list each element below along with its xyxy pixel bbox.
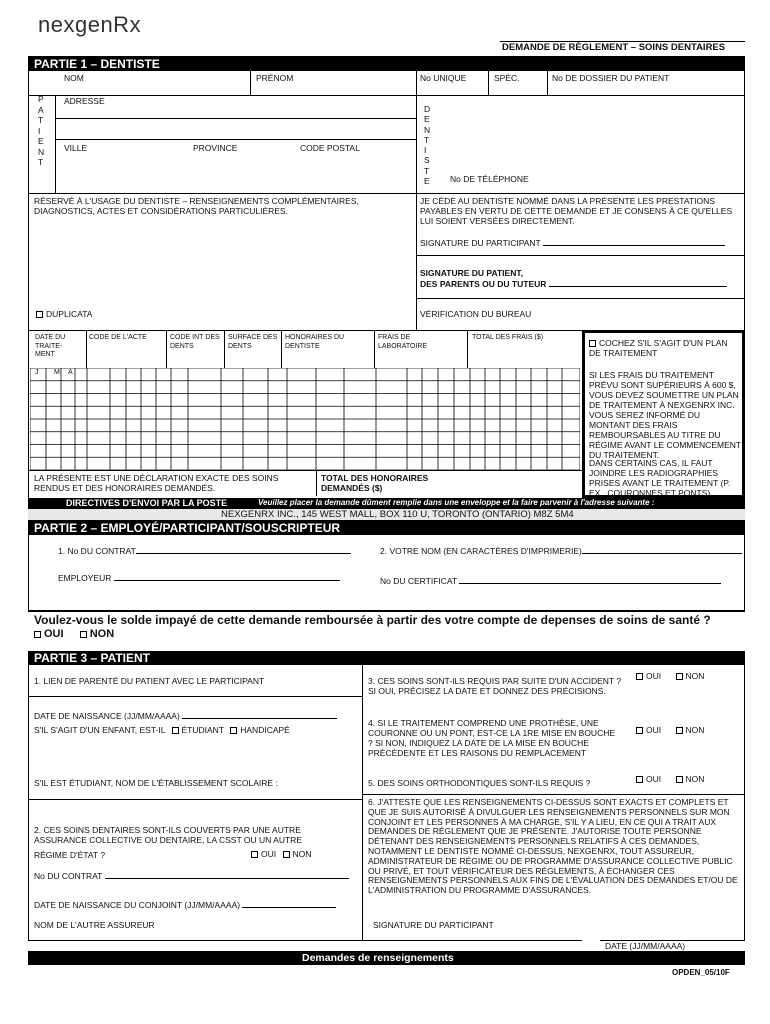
form-title: DEMANDE DE RÈGLEMENT – SOINS DENTAIRES xyxy=(502,42,726,53)
date-label: DATE (JJ/MM/AAAA) xyxy=(605,941,686,951)
part3-title-bar xyxy=(28,651,745,665)
q3-accident: 3. CES SOINS SONT-ILS REQUIS PAR SUITE D'UN ACCIDENT ? SI OUI, PRÉCISEZ LA DATE ET DONNEZ DES PRÉCISIONS. xyxy=(368,676,622,696)
mailing-address: NEXGENRX INC., 145 WEST MALL, BOX 110 U, TORONTO (ONTARIO) M8Z 5M4 xyxy=(221,509,574,520)
declaration-text: LA PRÉSENTE EST UNE DÉCLARATION EXACTE DES SOINS RENDUS ET DES HONORAIRES DEMANDÉS. xyxy=(34,473,279,493)
q4-oui-box-icon[interactable] xyxy=(636,727,643,734)
plan-box-icon[interactable] xyxy=(589,340,596,347)
duplicata-checkbox[interactable]: DUPLICATA xyxy=(36,309,92,319)
signature-patient-label-2: DES PARENTS OU DU TUTEUR xyxy=(420,278,727,289)
regime-line: RÉGIME D'ÉTAT ? xyxy=(34,850,106,860)
plan-checkbox[interactable]: COCHEZ S'IL S'AGIT D'UN PLAN DE TRAITEMENT xyxy=(589,338,728,358)
col-date-header: DATE DU TRAITE-MENT xyxy=(35,334,66,358)
hsa-question: Voulez-vous le solde impayé de cette demande remboursée à partir des votre compte de depenses de soins de santé ? xyxy=(34,613,711,627)
logo xyxy=(38,12,141,38)
handicape-box-icon[interactable] xyxy=(230,727,237,734)
no-contrat-field[interactable]: No DU CONTRAT xyxy=(34,870,349,881)
q4-options[interactable]: OUI NON xyxy=(636,725,704,735)
col-frais-lab-header: FRAIS DE LABORATOIRE xyxy=(378,334,428,350)
date-naissance-field[interactable]: DATE DE NAISSANCE (JJ/MM/AAAA) xyxy=(34,710,337,721)
nom-label: NOM xyxy=(64,73,84,83)
part1-title: PARTIE 1 – DENTISTE xyxy=(34,57,160,71)
spec-label: SPÉC. xyxy=(494,73,520,83)
signature-participant-part3: SIGNATURE DU PARTICIPANT xyxy=(373,920,494,930)
col-surface-header: SURFACE DES DENTS xyxy=(228,334,278,350)
part1-title-bar xyxy=(28,56,745,71)
footer-bar xyxy=(28,951,745,965)
total-honoraires-label-1: TOTAL DES HONORAIRES xyxy=(321,473,429,483)
col-total-header: TOTAL DES FRAIS ($) xyxy=(472,334,544,341)
part2-title: PARTIE 2 – EMPLOYÉ/PARTICIPANT/SOUSCRIPTEUR xyxy=(34,521,341,535)
autre-assureur-label: NOM DE L'AUTRE ASSUREUR xyxy=(34,920,155,930)
enfant-line: S'IL S'AGIT D'UN ENFANT, EST-IL ÉTUDIANT HANDICAPÉ xyxy=(34,725,290,735)
ville-label: VILLE xyxy=(64,143,88,153)
day-label: J xyxy=(35,369,39,376)
q5-orthodontie: 5. DES SOINS ORTHODONTIQUES SONT-ILS REQUIS ? xyxy=(368,778,591,788)
directives-bar xyxy=(28,498,745,509)
q4-prothese: 4. SI LE TRAITEMENT COMPREND UNE PROTHÈSE, UNE COURONNE OU UN PONT, EST-CE LA 1RE MISE EN BOUCHE ? SI NON, INDIQUEZ LA DATE DE LA MISE EN BOUCHE PRÉCÉDENTE ET LES RAISONS DU REMPLACEMENT xyxy=(368,718,616,758)
telephone-label: No DE TÉLÉPHONE xyxy=(450,174,529,184)
no-dossier-label: No DE DOSSIER DU PATIENT xyxy=(552,73,670,83)
col-code-int-header: CODE INT DES DENTS xyxy=(170,334,220,350)
q2-options[interactable]: OUI NON xyxy=(251,849,311,859)
q5-oui-box-icon[interactable] xyxy=(636,776,643,783)
patient-vertical-label: PATIENT xyxy=(38,94,45,167)
hsa-options[interactable]: OUI NON xyxy=(34,628,114,641)
cede-text: JE CÈDE AU DENTISTE NOMMÉ DANS LA PRÉSENTE LES PRESTATIONS PAYABLES EN VERTU DE CETTE DEMANDE ET JE CONSENS À CE QU'ELLES LUI SOIENT VERSÉES DIRECTEMENT. xyxy=(420,196,733,226)
hsa-oui-box-icon[interactable] xyxy=(34,631,41,638)
part3-title: PARTIE 3 – PATIENT xyxy=(34,651,151,665)
total-honoraires-label-2: DEMANDÉS ($) xyxy=(321,483,383,493)
footer-bar-text: Demandes de renseignements xyxy=(302,952,454,964)
q2-non-box-icon[interactable] xyxy=(283,851,290,858)
q2-oui-box-icon[interactable] xyxy=(251,851,258,858)
etablissement-label: S'IL EST ÉTUDIANT, NOM DE L'ÉTABLISSEMENT SCOLAIRE : xyxy=(34,778,278,788)
prenom-label: PRÉNOM xyxy=(256,73,294,83)
employeur-field[interactable]: EMPLOYEUR xyxy=(58,572,340,583)
dentiste-vertical-label: DENTISTE xyxy=(424,104,431,187)
plan-text-2: DANS CERTAINS CAS, IL FAUT JOINDRE LES RADIOGRAPHIES PRISES AVANT LE TRAITEMENT (P. EX., COURONNES ET PONTS). xyxy=(589,458,731,498)
q2-autre-assurance: 2. CES SOINS DENTAIRES SONT-ILS COUVERTS PAR UNE AUTRE ASSURANCE COLLECTIVE OU DENTAIRE, LA CSST OU UN AUTRE xyxy=(34,825,302,845)
reserve-text: RÉSERVÉ À L'USAGE DU DENTISTE – RENSEIGNEMENTS COMPLÉMENTAIRES, DIAGNOSTICS, ACTES ET CONSIDÉRATIONS PARTICULIÈRES. xyxy=(34,196,359,216)
q3-non-box-icon[interactable] xyxy=(676,673,683,680)
contrat-field[interactable]: 1. No DU CONTRAT xyxy=(58,545,351,556)
col-code-acte-header: CODE DE L'ACTE xyxy=(89,334,147,341)
col-honoraires-header: HONORAIRES DU DENTISTE xyxy=(285,334,345,350)
q4-non-box-icon[interactable] xyxy=(676,727,683,734)
directives-text: Veuillez placer la demande dûment remplie dans une enveloppe et la faire parvenir à l'adresse suivante : xyxy=(258,498,655,507)
votre-nom-field[interactable]: 2. VOTRE NOM (EN CARACTÈRES D'IMPRIMERIE) xyxy=(380,545,742,556)
q6-attestation: 6. J'ATTESTE QUE LES RENSEIGNEMENTS CI-DESSUS SONT EXACTS ET COMPLETS ET QUE JE SUIS AUTORISÉ À DIVULGUER LES RENSEIGNEMENTS PERSONNELS SUR MON CONJOINT ET LES PERSONNES À MA CHARGE, S'IL Y A LIEU, EN CE QUI A TRAIT AUX DEMANDES DE RÈGLEMENT QUE JE PRÉSENTE. J'AUTORISE TOUTE PERSONNE DÉTENANT DES RENSEIGNEMENTS PERSONNELS RELATIFS À CES DEMANDES, NOTAMMENT LE DENTISTE NOMMÉ CI-DESSUS, NEXGENRX, TOUT ASSUREUR, ADMINISTRATEUR DE RÉGIME OU DE PROGRAMME D'ASSURANCE COLLECTIVE PUBLIC OU PRIVÉ, ET TOUT VÉRIFICATEUR DES RÈGLEMENTS, À ÉCHANGER CES RENSEIGNEMENTS PERSONNELS AUX FINS DE L'ÉVALUATION DES DEMANDES ET/OU DE L'ADMINISTRATION DU PROGRAMME D'ASSURANCES. xyxy=(368,797,738,896)
form-code: OPDEN_05/10F xyxy=(672,968,730,977)
hsa-non-box-icon[interactable] xyxy=(80,631,87,638)
signature-patient-label-1: SIGNATURE DU PATIENT, xyxy=(420,268,523,278)
address-line xyxy=(28,509,745,521)
q5-options[interactable]: OUI NON xyxy=(636,774,704,784)
directives-label: DIRECTIVES D'ENVOI PAR LA POSTE xyxy=(66,498,228,508)
month-label: M xyxy=(54,369,60,376)
q1-lien-parente: 1. LIEN DE PARENTÉ DU PATIENT AVEC LE PARTICIPANT xyxy=(34,676,265,686)
naissance-conjoint-field[interactable]: DATE DE NAISSANCE DU CONJOINT (JJ/MM/AAAA) xyxy=(34,899,336,910)
q3-oui-box-icon[interactable] xyxy=(636,673,643,680)
code-postal-label: CODE POSTAL xyxy=(300,143,360,153)
year-label: A xyxy=(68,369,73,376)
adresse-label: ADRESSE xyxy=(64,96,105,106)
certificat-field[interactable]: No DU CERTIFICAT xyxy=(380,575,721,586)
no-unique-label: No UNIQUE xyxy=(420,73,467,83)
province-label: PROVINCE xyxy=(193,143,238,153)
verification-label: VÉRIFICATION DU BUREAU xyxy=(420,309,532,319)
q3-options[interactable]: OUI NON xyxy=(636,671,704,681)
plan-text-1: SI LES FRAIS DU TRAITEMENT PRÉVU SONT SUPÉRIEURS À 600 $, VOUS DEVEZ SOUMETTRE UN PLAN DE TRAITEMENT À NEXGENRX INC. VOUS SEREZ INFORMÉ DU MONTANT DES FRAIS REMBOURSABLES AU TITRE DU RÉGIME AVANT LE COMMENCEMENT DU TRAITEMENT. xyxy=(589,370,741,460)
q5-non-box-icon[interactable] xyxy=(676,776,683,783)
logo-text: nexgenRx xyxy=(38,12,142,37)
etudiant-box-icon[interactable] xyxy=(172,727,179,734)
part2-title-bar xyxy=(28,521,745,535)
duplicata-box-icon[interactable] xyxy=(36,311,43,318)
treatment-grid[interactable] xyxy=(30,368,580,470)
signature-participant-label: SIGNATURE DU PARTICIPANT xyxy=(420,237,725,248)
